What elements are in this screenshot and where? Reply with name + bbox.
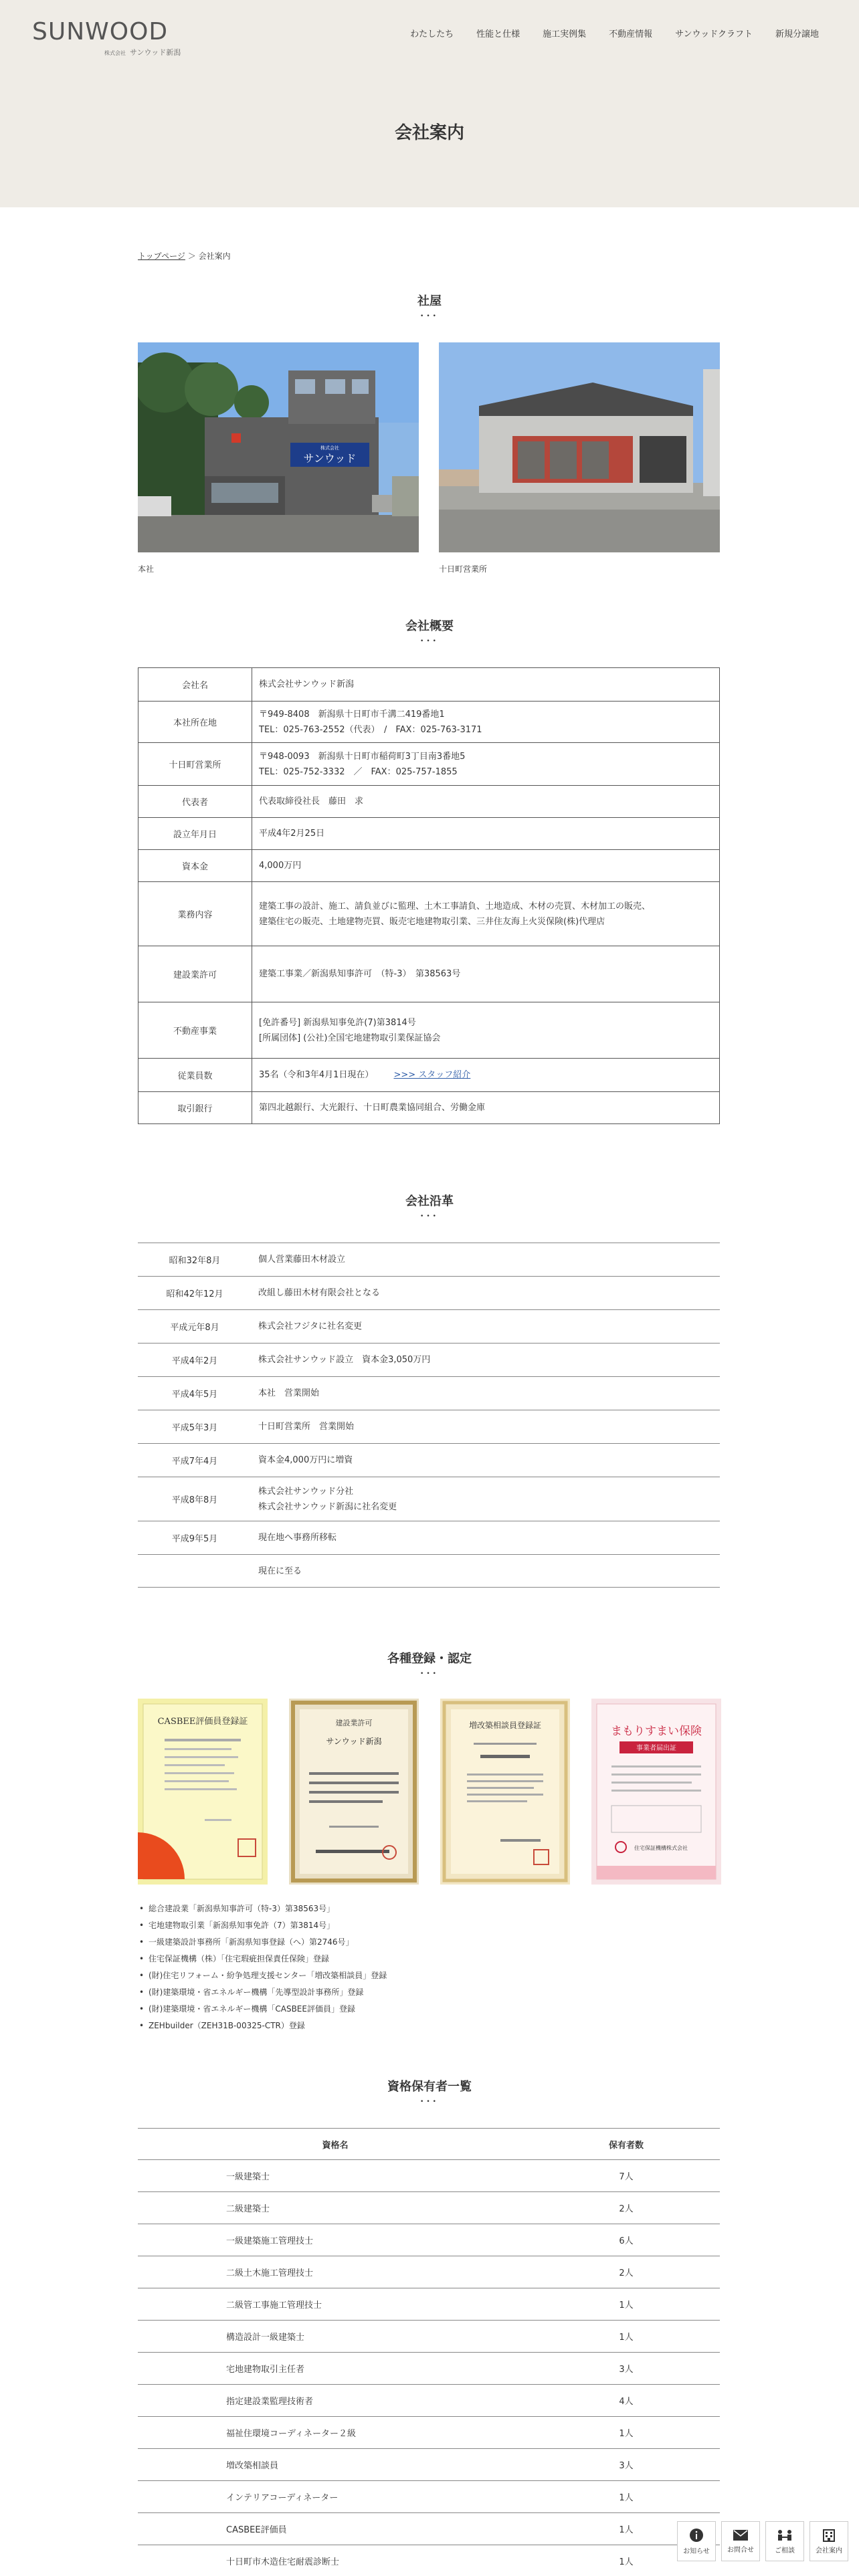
qualifications-table xyxy=(138,2128,720,2576)
building-icon xyxy=(822,2529,836,2542)
section-dots: ••• xyxy=(420,1671,439,1677)
breadcrumb xyxy=(138,250,231,261)
history-text xyxy=(252,1285,380,1301)
qualification-name: 一級建築施工管理技士 xyxy=(226,2236,314,2246)
table-row xyxy=(138,2256,720,2288)
qualification-count: 1人 xyxy=(619,2429,634,2439)
list-item: • ZEHbuilder（ZEH31B-00325-CTR）登録 xyxy=(138,2018,387,2034)
overview-label: 従業員数 xyxy=(138,1059,252,1092)
list-item: • 宅地建物取引業「新潟県知事免許（7）第3814号」 xyxy=(138,1917,387,1934)
overview-line: TEL：025-752-3332 ／ FAX：025-757-1855 xyxy=(259,766,458,777)
history-date: 平成8年8月 xyxy=(171,1495,218,1505)
overview-label: 設立年月日 xyxy=(138,818,252,850)
overview-value xyxy=(252,668,720,702)
overview-row xyxy=(138,882,720,946)
table-row xyxy=(138,2321,720,2353)
overview-line: 第四北越銀行、大光銀行、十日町農業協同組合、労働金庫 xyxy=(259,1103,486,1113)
history-row xyxy=(138,1243,720,1276)
logo-sub-name: サンウッド新潟 xyxy=(130,48,181,57)
history-row xyxy=(138,1343,720,1376)
qualification-count: 2人 xyxy=(619,2204,634,2214)
history-text xyxy=(252,1386,319,1401)
qualification-count: 6人 xyxy=(619,2236,634,2246)
history-date: 昭和32年8月 xyxy=(169,1256,221,1266)
overview-value xyxy=(252,946,720,1002)
cert-heading: 建設業許可 xyxy=(335,1719,373,1727)
table-row xyxy=(138,2449,720,2481)
consult-icon xyxy=(776,2529,793,2542)
table-row xyxy=(138,2385,720,2417)
qualification-count: 7人 xyxy=(619,2172,634,2182)
certificate-image-mamori-insurance xyxy=(591,1699,721,1885)
history-date: 平成7年4月 xyxy=(171,1457,218,1467)
contact-button-label: お問合せ xyxy=(727,2546,754,2554)
history-text xyxy=(252,1564,302,1579)
table-row xyxy=(138,2353,720,2385)
qualification-name: 福祉住環境コーディネーター２級 xyxy=(226,2429,356,2439)
qualification-name: 一級建築士 xyxy=(226,2172,270,2182)
consult-button-label: ご相談 xyxy=(775,2547,795,2555)
mail-icon xyxy=(733,2529,749,2541)
certificate-image-construction-license xyxy=(289,1699,419,1885)
history-line: 十日町営業所 営業開始 xyxy=(258,1422,355,1432)
table-row xyxy=(138,2417,720,2449)
registration-list xyxy=(138,1901,387,2034)
overview-row xyxy=(138,946,720,1002)
qualification-count: 3人 xyxy=(619,2365,634,2375)
column-header-qualification: 資格名 xyxy=(322,2140,349,2151)
overview-value xyxy=(252,786,720,818)
certificate-image-casbee xyxy=(138,1699,268,1885)
cert-heading: CASBEE評価員登録証 xyxy=(157,1717,248,1727)
consult-button[interactable] xyxy=(765,2521,804,2561)
overview-line: 建築工事の設計、施工、請負並びに監理、土木工事請負、土地造成、木材の売買、木材加工の販売、 xyxy=(259,901,651,911)
overview-value xyxy=(252,1059,720,1092)
certificate-image-renovation-advisor xyxy=(440,1699,570,1885)
qualification-name: 指定建設業監理技術者 xyxy=(226,2397,314,2407)
cert-name: サンウッド新潟 xyxy=(326,1737,382,1746)
history-line: 株式会社サンウッド設立 資本金3,050万円 xyxy=(258,1355,431,1365)
history-text xyxy=(252,1252,345,1267)
history-row xyxy=(138,1276,720,1309)
cert-heading: まもりすまい保険 xyxy=(611,1725,702,1738)
history-line: 株式会社サンウッド分社 xyxy=(258,1486,354,1497)
photo-caption-tokamachi: 十日町営業所 xyxy=(439,564,488,574)
qualification-name: インテリアコーディネーター xyxy=(226,2493,339,2503)
head-office-photo xyxy=(138,342,419,552)
qualification-name: 十日町市木造住宅耐震診断士 xyxy=(226,2557,340,2567)
qualification-name: CASBEE評価員 xyxy=(226,2525,287,2535)
info-icon xyxy=(689,2528,704,2543)
history-date: 昭和42年12月 xyxy=(166,1289,223,1299)
logo-text: SUNWOOD xyxy=(32,18,169,45)
overview-value xyxy=(252,850,720,882)
history-date: 平成元年8月 xyxy=(170,1323,219,1333)
history-date: 平成4年5月 xyxy=(171,1390,218,1400)
overview-line: 建築工事業／新潟県知事許可 （特-3） 第38563号 xyxy=(259,969,461,979)
news-button-label: お知らせ xyxy=(683,2547,710,2555)
overview-line: 〒948-0093 新潟県十日町市稲荷町3丁目南3番地5 xyxy=(259,751,466,762)
section-dots: ••• xyxy=(420,2099,439,2105)
logo-subtitle xyxy=(104,47,181,58)
office-sign-text: サンウッド xyxy=(303,452,357,465)
overview-label: 業務内容 xyxy=(138,882,252,946)
column-header-count: 保有者数 xyxy=(608,2140,644,2151)
table-row xyxy=(138,2288,720,2321)
overview-label: 取引銀行 xyxy=(138,1092,252,1124)
overview-label: 資本金 xyxy=(138,850,252,882)
overview-line: 平成4年2月25日 xyxy=(259,829,325,839)
qualification-name: 二級建築士 xyxy=(226,2204,270,2214)
overview-line: [免許番号] 新潟県知事免許(7)第3814号 xyxy=(259,1017,416,1028)
overview-row xyxy=(138,743,720,786)
section-title-overview: 会社概要 xyxy=(405,619,454,633)
section-dots: ••• xyxy=(420,638,439,645)
history-row xyxy=(138,1376,720,1410)
section-dots: ••• xyxy=(420,313,439,320)
history-date: 平成4年2月 xyxy=(171,1356,218,1366)
overview-line: 株式会社サンウッド新潟 xyxy=(259,679,355,689)
overview-line: 〒949-8408 新潟県十日町市千溝二419番地1 xyxy=(259,709,445,720)
overview-label: 不動産事業 xyxy=(138,1002,252,1059)
overview-row xyxy=(138,1002,720,1059)
history-line: 本社 営業開始 xyxy=(258,1388,320,1398)
history-row xyxy=(138,1309,720,1343)
overview-value xyxy=(252,1002,720,1059)
history-text xyxy=(252,1319,362,1334)
news-button[interactable] xyxy=(677,2521,716,2561)
fixed-shortcut-nav xyxy=(677,2521,848,2561)
cert-heading: 増改築相談員登録証 xyxy=(468,1721,542,1730)
section-title-qualifications: 資格保有者一覧 xyxy=(387,2080,472,2094)
breadcrumb-home-link[interactable]: トップページ xyxy=(138,251,185,261)
cert-footer: 住宅保証機構株式会社 xyxy=(634,1845,688,1851)
history-row xyxy=(138,1554,720,1588)
history-row xyxy=(138,1477,720,1521)
qualification-count: 1人 xyxy=(619,2300,634,2311)
table-row xyxy=(138,2160,720,2192)
history-line: 資本金4,000万円に増資 xyxy=(258,1455,353,1465)
overview-row xyxy=(138,1092,720,1124)
contact-button[interactable] xyxy=(721,2521,760,2561)
logo-sub-small: 株式会社 xyxy=(104,50,126,56)
overview-row xyxy=(138,818,720,850)
section-title-history: 会社沿革 xyxy=(405,1194,454,1208)
qualification-name: 増改築相談員 xyxy=(226,2461,279,2471)
overview-label: 建設業許可 xyxy=(138,946,252,1002)
qualification-count: 1人 xyxy=(619,2525,634,2535)
overview-label: 本社所在地 xyxy=(138,702,252,743)
history-line: 現在地へ事務所移転 xyxy=(258,1533,337,1543)
photo-caption-head-office: 本社 xyxy=(138,564,155,574)
history-text xyxy=(252,1419,354,1434)
nav-item-realestate[interactable]: 不動産情報 xyxy=(609,29,653,39)
global-nav xyxy=(410,27,819,39)
history-text xyxy=(252,1530,337,1545)
history-text xyxy=(252,1453,353,1468)
table-row xyxy=(138,2545,720,2576)
qualification-count: 2人 xyxy=(619,2268,634,2278)
history-line: 改組し藤田木材有限会社となる xyxy=(258,1288,381,1298)
overview-line: [所属団体] (公社)全国宅地建物取引業保証協会 xyxy=(259,1033,441,1043)
nav-item-performance[interactable]: 性能と仕様 xyxy=(476,29,520,39)
qualification-count: 3人 xyxy=(619,2461,634,2471)
history-line: 株式会社サンウッド新潟に社名変更 xyxy=(258,1501,397,1512)
staff-intro-link[interactable]: >>> スタッフ紹介 xyxy=(393,1070,471,1080)
breadcrumb-current: 会社案内 xyxy=(198,251,231,261)
history-row xyxy=(138,1410,720,1443)
overview-value xyxy=(252,702,720,743)
overview-row xyxy=(138,1059,720,1092)
overview-line: 4,000万円 xyxy=(259,861,302,871)
list-item: • 総合建設業「新潟県知事許可（特-3）第38563号」 xyxy=(138,1901,387,1917)
overview-value xyxy=(252,743,720,786)
history-date: 平成5年3月 xyxy=(171,1423,218,1433)
nav-item-craft[interactable]: サンウッドクラフト xyxy=(675,29,753,39)
overview-label: 十日町営業所 xyxy=(138,743,252,786)
page-hero xyxy=(0,0,859,207)
table-row xyxy=(138,2192,720,2224)
section-dots: ••• xyxy=(420,1213,439,1220)
list-item: • (財)住宅リフォーム・紛争処理支援センター「増改築相談員」登録 xyxy=(138,1967,387,1984)
section-title-office: 社屋 xyxy=(417,294,442,308)
history-text xyxy=(252,1484,397,1515)
office-sign-small: 株式会社 xyxy=(320,445,339,451)
history-line: 個人営業藤田木材設立 xyxy=(258,1255,346,1265)
qualification-name: 二級土木施工管理技士 xyxy=(226,2268,314,2278)
qualification-name: 宅地建物取引主任者 xyxy=(226,2365,305,2375)
history-date: 平成9年5月 xyxy=(171,1534,218,1544)
overview-row xyxy=(138,786,720,818)
company-info-button[interactable] xyxy=(809,2521,848,2561)
overview-value xyxy=(252,1092,720,1124)
nav-item-lots[interactable]: 新規分譲地 xyxy=(775,29,819,39)
qualification-name: 二級管工事施工管理技士 xyxy=(226,2300,322,2311)
overview-line: 35名（令和3年4月1日現在） xyxy=(259,1070,374,1080)
qualification-count: 1人 xyxy=(619,2557,634,2567)
cert-subheading: 事業者届出証 xyxy=(636,1745,676,1752)
qualification-count: 1人 xyxy=(619,2333,634,2343)
tokamachi-office-photo xyxy=(439,342,720,552)
history-row xyxy=(138,1443,720,1477)
list-item: • (財)建築環境・省エネルギー機構「CASBEE評価員」登録 xyxy=(138,2001,387,2018)
qualifications-header-row xyxy=(138,2128,720,2160)
overview-value xyxy=(252,818,720,850)
overview-value xyxy=(252,882,720,946)
history-row xyxy=(138,1521,720,1554)
nav-item-about[interactable]: わたしたち xyxy=(410,29,454,39)
qualification-count: 4人 xyxy=(619,2397,634,2407)
site-logo[interactable] xyxy=(32,19,186,59)
nav-item-works[interactable]: 施工実例集 xyxy=(543,29,587,39)
history-line: 現在に至る xyxy=(258,1566,302,1576)
overview-line: 代表取締役社長 藤田 求 xyxy=(259,796,364,807)
history-line: 株式会社フジタに社名変更 xyxy=(258,1321,362,1331)
overview-label: 会社名 xyxy=(138,668,252,702)
overview-row xyxy=(138,668,720,702)
qualification-name: 構造設計一級建築士 xyxy=(226,2333,305,2343)
list-item: • 住宅保証機構（株）「住宅瑕疵担保責任保険」登録 xyxy=(138,1951,387,1967)
overview-line: TEL：025-763-2552（代表） / FAX：025-763-3171 xyxy=(259,724,482,735)
list-item: • (財)建築環境・省エネルギー機構「先導型設計事務所」登録 xyxy=(138,1984,387,2001)
list-item: • 一級建築設計事務所「新潟県知事登録（へ）第2746号」 xyxy=(138,1934,387,1951)
overview-label: 代表者 xyxy=(138,786,252,818)
overview-row xyxy=(138,850,720,882)
overview-row xyxy=(138,702,720,743)
history-text xyxy=(252,1352,430,1368)
qualification-count: 1人 xyxy=(619,2493,634,2503)
overview-line: 建築住宅の販売、土地建物売買、販売宅地建物取引業、三井住友海上火災保険(株)代理店 xyxy=(259,916,605,927)
company-info-button-label: 会社案内 xyxy=(816,2547,842,2555)
section-title-registrations: 各種登録・認定 xyxy=(387,1652,472,1666)
table-row xyxy=(138,2513,720,2545)
company-history-list xyxy=(138,1243,720,1588)
page-title: 会社案内 xyxy=(394,123,464,143)
company-overview-table xyxy=(138,667,720,1124)
breadcrumb-separator: ＞ xyxy=(185,251,199,261)
table-row xyxy=(138,2224,720,2256)
table-row xyxy=(138,2481,720,2513)
